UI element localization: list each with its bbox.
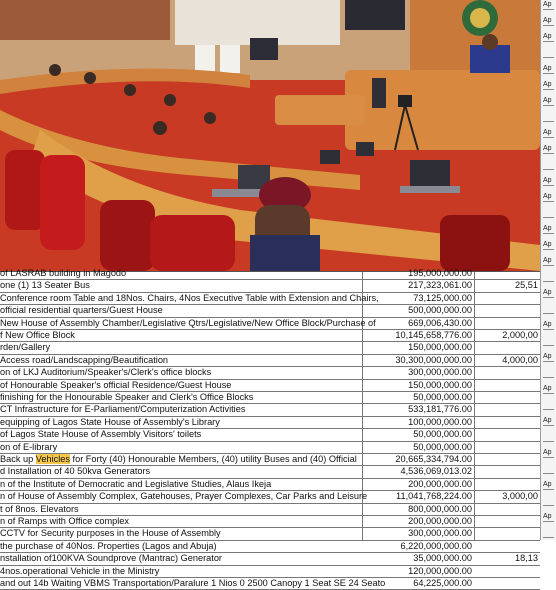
table-row xyxy=(0,367,540,379)
row-amount: 64,225,000.00 xyxy=(413,578,472,588)
row-amount: 30,300,000,000.00 xyxy=(395,354,472,365)
strip-cell: Ap xyxy=(543,176,554,186)
table-row xyxy=(0,491,540,503)
assembly-chamber-photo xyxy=(0,0,540,271)
row-amount: 533,181,776.00 xyxy=(408,404,472,415)
strip-cell: Ap xyxy=(543,320,554,330)
tv-screen xyxy=(250,38,278,60)
table-row xyxy=(0,392,540,404)
row-description xyxy=(0,454,362,466)
row-amount: 150,000,000.00 xyxy=(408,379,472,390)
table-row xyxy=(0,528,540,540)
row-description: New House of Assembly Chamber/Legislative Qtrs/Legislative/New Office Block/Purchase of xyxy=(0,317,376,328)
row-amount: 35,000,000.00 xyxy=(413,553,472,564)
strip-cell: Ap xyxy=(543,480,554,490)
row-amount: 800,000,000.00 xyxy=(408,503,472,514)
table-row xyxy=(0,380,540,392)
table-row xyxy=(0,541,540,553)
table-row xyxy=(0,280,540,292)
strip-cell: Ap xyxy=(543,352,554,362)
row-amount: 10,145,658,776.00 xyxy=(395,330,472,340)
wall-screen xyxy=(345,0,405,30)
clerk-table xyxy=(275,95,365,125)
description-text: for Forty (40) Honourable Members, (40) utility Buses and (40) Official xyxy=(69,454,357,464)
row-description: f New Office Block xyxy=(0,330,75,340)
row-extra-amount: 18,13 xyxy=(515,553,538,564)
strip-cell: Ap xyxy=(543,0,554,10)
strip-cell: Ap xyxy=(543,224,554,234)
strip-cell xyxy=(543,496,554,506)
row-amount: 120,000,000.00 xyxy=(408,565,472,576)
strip-cell: Ap xyxy=(543,144,554,154)
row-description: t of 8nos. Elevators xyxy=(0,503,79,514)
strip-cell: Ap xyxy=(543,240,554,250)
row-description: official residential quarters/Guest House xyxy=(0,305,163,316)
strip-cell: Ap xyxy=(543,96,554,106)
row-description: n of House of Assembly Complex, Gatehouses, Prayer Complexes, Car Parks and Leisure xyxy=(0,491,368,502)
strip-cell: Ap xyxy=(543,256,554,266)
strip-cell: Ap xyxy=(543,448,554,458)
strip-cell xyxy=(543,272,554,282)
budget-table xyxy=(0,268,540,588)
row-description: 4nos.operational Vehicle in the Ministry xyxy=(0,565,160,576)
strip-cell xyxy=(543,464,554,474)
row-description: CT Infrastructure for E-Parliament/Computerization Activities xyxy=(0,404,246,415)
strip-cell: Ap xyxy=(543,416,554,426)
row-amount: 200,000,000.00 xyxy=(408,478,472,489)
row-extra-amount: 2,000,00 xyxy=(502,330,538,340)
row-description: on of E-library xyxy=(0,441,58,452)
table-row xyxy=(0,305,540,317)
row-description: Conference room Table and 18Nos. Chairs, 4Nos Executive Table with Extension and Chairs, xyxy=(0,292,379,303)
row-extra-amount: 3,000,00 xyxy=(502,491,538,502)
row-extra-amount: 25,51 xyxy=(515,280,538,291)
table-row xyxy=(0,553,540,565)
row-amount: 150,000,000.00 xyxy=(408,342,472,353)
row-description: the purchase of 40Nos. Properties (Lagos and Abuja) xyxy=(0,540,217,551)
row-description: of Honourable Speaker's official Residence/Guest House xyxy=(0,379,232,390)
highlighted-word: Vehicles xyxy=(35,454,70,464)
row-description: on of LKJ Auditorium/Speaker's/Clerk's office blocks xyxy=(0,367,212,378)
strip-cell: Ap xyxy=(543,512,554,522)
strip-cell xyxy=(543,160,554,170)
row-amount: 6,220,000,000.00 xyxy=(400,540,472,551)
table-row xyxy=(0,578,540,590)
strip-cell: Ap xyxy=(543,16,554,26)
row-description: Access road/Landscapping/Beautification xyxy=(0,354,169,365)
strip-cell xyxy=(543,304,554,314)
row-amount: 11,041,768,224.00 xyxy=(396,491,472,502)
row-amount: 4,536,069,013.02 xyxy=(400,466,472,477)
table-row xyxy=(0,355,540,367)
red-chair xyxy=(440,215,510,271)
video-camera-icon xyxy=(398,95,412,107)
table-row xyxy=(0,504,540,516)
table-row xyxy=(0,566,540,578)
red-chair xyxy=(40,155,85,250)
red-chair xyxy=(5,150,45,230)
table-row xyxy=(0,466,540,478)
row-description: equipping of Lagos State House of Assembly's Library xyxy=(0,416,220,427)
red-chair xyxy=(150,215,235,271)
row-amount: 50,000,000.00 xyxy=(413,441,472,452)
row-description: CCTV for Security purposes in the House of Assembly xyxy=(0,528,221,539)
row-description: one (1) 13 Seater Bus xyxy=(0,280,90,291)
strip-cell xyxy=(543,400,554,410)
row-amount: 200,000,000.00 xyxy=(408,516,472,526)
table-row xyxy=(0,442,540,454)
row-amount: 20,665,334,794.00 xyxy=(395,454,472,464)
strip-cell xyxy=(543,208,554,218)
table-row xyxy=(0,342,540,354)
strip-cell: Ap xyxy=(543,32,554,42)
row-description: n of Ramps with Office complex xyxy=(0,516,130,526)
laptop-icon xyxy=(356,142,374,156)
strip-cell: Ap xyxy=(543,192,554,202)
strip-cell xyxy=(543,368,554,378)
cameraman xyxy=(372,78,386,108)
row-description: n of the Institute of Democratic and Legislative Studies, Alaus Ikeja xyxy=(0,478,272,489)
adjacent-column-strip xyxy=(540,0,556,540)
row-amount: 195,000,000.00 xyxy=(408,268,472,278)
laptop-icon xyxy=(320,150,340,164)
row-amount: 217,323,061.00 xyxy=(408,280,472,291)
strip-cell xyxy=(543,48,554,58)
row-amount: 300,000,000.00 xyxy=(408,367,472,378)
row-amount: 50,000,000.00 xyxy=(413,392,472,402)
strip-cell: Ap xyxy=(543,384,554,394)
row-amount: 50,000,000.00 xyxy=(413,429,472,440)
chamber-scene xyxy=(0,0,540,271)
table-row xyxy=(0,318,540,330)
strip-cell xyxy=(543,432,554,442)
table-row xyxy=(0,454,540,466)
laptop-icon xyxy=(410,160,450,186)
row-amount: 500,000,000.00 xyxy=(408,305,472,316)
gallery-curtains xyxy=(0,0,170,40)
table-row xyxy=(0,429,540,441)
strip-cell: Ap xyxy=(543,64,554,74)
strip-cell xyxy=(543,528,554,538)
row-extra-amount: 4,000,00 xyxy=(502,354,538,365)
table-row xyxy=(0,404,540,416)
table-row xyxy=(0,268,540,280)
row-description: of Lagos State House of Assembly Visitors' toilets xyxy=(0,429,202,440)
row-description: rden/Gallery xyxy=(0,342,51,353)
strip-cell: Ap xyxy=(543,80,554,90)
description-text: Back up xyxy=(0,454,36,464)
row-amount: 669,006,430.00 xyxy=(408,317,472,328)
strip-cell xyxy=(543,112,554,122)
row-description: of LASRAB building in Magodo xyxy=(0,268,127,278)
strip-cell xyxy=(543,336,554,346)
row-amount: 300,000,000.00 xyxy=(408,528,472,539)
table-row xyxy=(0,417,540,429)
table-row xyxy=(0,293,540,305)
table-row xyxy=(0,479,540,491)
red-chair xyxy=(100,200,155,271)
row-amount: 100,000,000.00 xyxy=(408,416,472,427)
row-description: d Installation of 40 50kva Generators xyxy=(0,466,151,477)
row-description: nstallation of100KVA Soundprove (Mantrac) Generator xyxy=(0,553,222,564)
strip-cell: Ap xyxy=(543,128,554,138)
row-amount: 73,125,000.00 xyxy=(413,292,472,303)
table-row xyxy=(0,516,540,528)
strip-cell: Ap xyxy=(543,288,554,298)
row-description: and out 14b Waiting VBMS Transportation/Paralure 1 Nios 0 2500 Canopy 1 Seat SE 24 Seato xyxy=(0,578,386,588)
row-description: finishing for the Honourable Speaker and Clerk's Office Blocks xyxy=(0,392,254,402)
table-row xyxy=(0,330,540,342)
